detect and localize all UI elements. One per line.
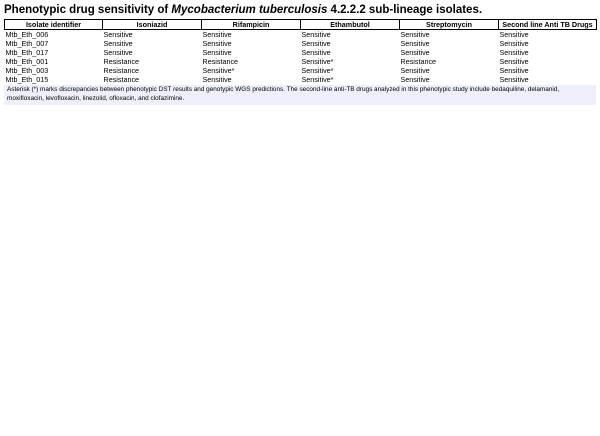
cell-streptomycin: Sensitive (400, 39, 430, 48)
table-title (4, 3, 596, 17)
title-suffix: 4.2.2.2 sub-lineage isolates. (327, 4, 483, 16)
cell-rifampicin: Sensitive (202, 48, 232, 57)
cell-ethambutol: Sensitive* (301, 75, 334, 84)
cell-isolate-id: Mtb_Eth_001 (5, 57, 49, 66)
header-second-line-drugs: Second line Anti TB Drugs (499, 20, 597, 30)
cell-ethambutol: Sensitive (301, 39, 331, 48)
cell-isoniazid: Sensitive (103, 39, 133, 48)
cell-isolate-id: Mtb_Eth_017 (5, 48, 49, 57)
cell-second-line: Sensitive (499, 75, 529, 84)
table-header (5, 20, 597, 30)
cell-second-line: Sensitive (499, 57, 529, 66)
table-body (5, 30, 597, 85)
cell-streptomycin: Sensitive (400, 30, 430, 39)
cell-rifampicin: Sensitive (202, 30, 232, 39)
table-row (5, 75, 597, 84)
drug-sensitivity-table (4, 19, 597, 84)
cell-isolate-id: Mtb_Eth_006 (5, 30, 49, 39)
cell-isoniazid: Sensitive (103, 48, 133, 57)
table-row (5, 48, 597, 57)
cell-streptomycin: Sensitive (400, 75, 430, 84)
cell-isolate-id: Mtb_Eth_003 (5, 66, 49, 75)
cell-second-line: Sensitive (499, 48, 529, 57)
document (4, 3, 596, 105)
table-row (5, 57, 597, 66)
cell-second-line: Sensitive (499, 66, 529, 75)
cell-isoniazid: Resistance (103, 57, 140, 66)
cell-ethambutol: Sensitive* (301, 66, 334, 75)
cell-ethambutol: Sensitive (301, 48, 331, 57)
table-row (5, 39, 597, 48)
header-streptomycin: Streptomycin (400, 20, 499, 30)
cell-isoniazid: Resistance (103, 75, 140, 84)
title-organism: Mycobacterium tuberculosis (171, 4, 328, 16)
cell-isolate-id: Mtb_Eth_007 (5, 39, 49, 48)
table-row (5, 30, 597, 40)
table-row (5, 66, 597, 75)
cell-streptomycin: Sensitive (400, 66, 430, 75)
cell-second-line: Sensitive (499, 39, 529, 48)
cell-rifampicin: Sensitive* (202, 66, 235, 75)
cell-streptomycin: Resistance (400, 57, 437, 66)
header-rifampicin: Rifampicin (202, 20, 301, 30)
cell-ethambutol: Sensitive (301, 30, 331, 39)
header-ethambutol: Ethambutol (301, 20, 400, 30)
cell-second-line: Sensitive (499, 30, 529, 39)
header-isoniazid: Isoniazid (103, 20, 202, 30)
cell-rifampicin: Sensitive (202, 39, 232, 48)
cell-streptomycin: Sensitive (400, 48, 430, 57)
cell-rifampicin: Resistance (202, 57, 239, 66)
header-row (5, 20, 597, 30)
cell-rifampicin: Sensitive (202, 75, 232, 84)
cell-ethambutol: Sensitive* (301, 57, 334, 66)
cell-isoniazid: Resistance (103, 66, 140, 75)
header-isolate-identifier: Isolate identifier (5, 20, 103, 30)
cell-isoniazid: Sensitive (103, 30, 133, 39)
cell-isolate-id: Mtb_Eth_015 (5, 75, 49, 84)
table-footnote: Asterisk (*) marks discrepancies between phenotypic DST results and genotypic WGS predictions. The second-line anti-TB drugs analyzed in this phenotypic study include bedaquiline, delamanid, moxifloxacin, levofloxacin, linezolid, ofloxacin, and clofazimine. (4, 85, 596, 105)
title-prefix: Phenotypic drug sensitivity of (4, 4, 172, 16)
